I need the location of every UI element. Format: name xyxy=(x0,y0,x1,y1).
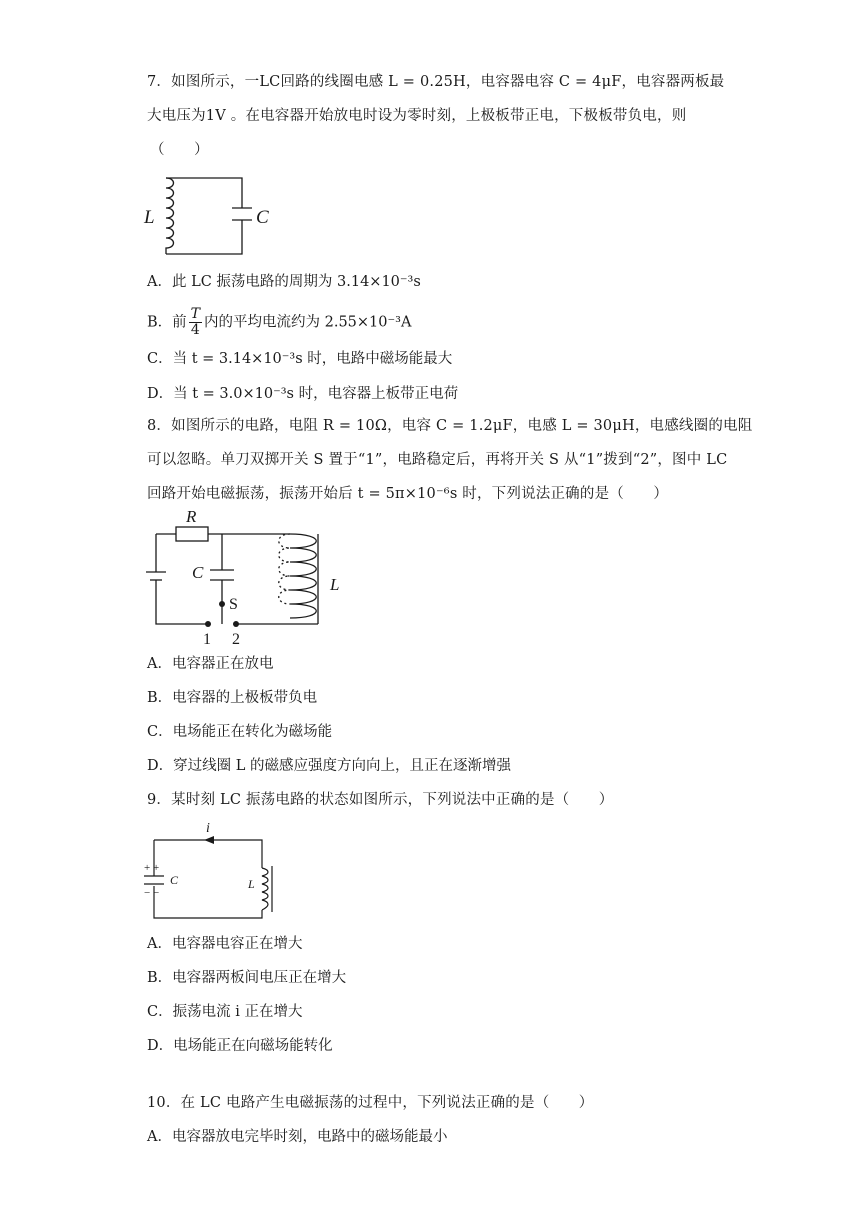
q7-option-b-prefix: B．前 xyxy=(147,314,187,331)
q7-wire xyxy=(166,178,242,254)
q9-inductor-coil xyxy=(262,868,268,910)
q9-option-c: C．振荡电流 i 正在增大 xyxy=(147,1004,303,1020)
q9-stem-line1: 9．某时刻 LC 振荡电路的状态如图所示，下列说法中正确的是（ ） xyxy=(147,792,614,808)
q8-option-c: C．电场能正在转化为磁场能 xyxy=(147,724,333,740)
q8-fig-label-1: 1 xyxy=(203,631,211,648)
q7-option-a: A．此 LC 振荡电路的周期为 3.14×10⁻³s xyxy=(147,274,421,290)
q7-lc-circuit-figure xyxy=(140,172,280,262)
q7-option-d: D．当 t = 3.0×10⁻³s 时，电容器上板带正电荷 xyxy=(147,386,459,402)
q9-option-a: A．电容器电容正在增大 xyxy=(147,936,303,952)
q9-fig-minus-signs: − − xyxy=(144,887,160,899)
q7-inductor-coil xyxy=(166,178,174,254)
q9-option-d: D．电场能正在向磁场能转化 xyxy=(147,1038,333,1054)
q7-fraction-numerator: T xyxy=(190,306,200,322)
q8-stem-line1: 8．如图所示的电路，电阻 R = 10Ω，电容 C = 1.2μF，电感 L = 30μH，电感线圈的电阻 xyxy=(147,418,753,434)
q8-stem-line3: 回路开始电磁振荡，振荡开始后 t = 5π×10⁻⁶s 时，下列说法正确的是（ ） xyxy=(147,486,669,502)
q9-option-b: B．电容器两板间电压正在增大 xyxy=(147,970,347,986)
q8-circuit-figure xyxy=(140,508,360,650)
q7-fig-label-L: L xyxy=(144,207,155,228)
q9-fig-plus-signs: + + xyxy=(144,862,160,874)
q8-inductor-coil xyxy=(290,534,318,624)
q9-fig-label-i: i xyxy=(206,821,210,836)
q7-fraction-denominator: 4 xyxy=(190,322,200,338)
q7-stem-line1: 7．如图所示，一LC回路的线圈电感 L = 0.25H，电容器电容 C = 4μF，电容器两板最 xyxy=(147,74,725,90)
q8-stem-line2: 可以忽略。单刀双掷开关 S 置于“1”，电路稳定后，再将开关 S 从“1”拨到“2”，图中 LC xyxy=(147,452,728,468)
q10-stem-line1: 10．在 LC 电路产生电磁振荡的过程中，下列说法正确的是（ ） xyxy=(147,1095,594,1111)
q8-resistor xyxy=(176,527,208,541)
q8-option-d: D．穿过线圈 L 的磁感应强度方向向上，且正在逐渐增强 xyxy=(147,758,511,774)
q10-option-a: A．电容器放电完毕时刻，电路中的磁场能最小 xyxy=(147,1129,448,1145)
q9-circuit-figure xyxy=(140,818,280,922)
q8-option-a: A．电容器正在放电 xyxy=(147,656,274,672)
q8-option-b: B．电容器的上极板带负电 xyxy=(147,690,318,706)
q7-option-b-suffix: 内的平均电流约为 2.55×10⁻³A xyxy=(204,314,412,331)
q9-fig-label-C: C xyxy=(170,873,179,887)
q7-fig-label-C: C xyxy=(256,207,269,228)
q7-option-b-fraction xyxy=(189,307,202,338)
q7-option-c: C．当 t = 3.14×10⁻³s 时，电路中磁场能最大 xyxy=(147,351,453,367)
q8-fig-label-S: S xyxy=(229,596,238,613)
q9-current-arrow xyxy=(204,836,214,844)
q8-fig-label-2: 2 xyxy=(232,631,240,648)
q8-switch-pivot xyxy=(219,601,225,607)
q8-inductor-dashes xyxy=(279,534,290,604)
q8-terminal-1 xyxy=(205,621,211,627)
q7-answer-paren: （ ） xyxy=(150,142,209,158)
q8-left-wire xyxy=(156,534,290,624)
q8-fig-label-L: L xyxy=(330,575,340,594)
q8-fig-label-R: R xyxy=(186,508,197,526)
q7-option-b xyxy=(147,307,411,338)
q8-fig-label-C: C xyxy=(192,563,204,582)
q9-fig-label-L: L xyxy=(248,877,255,891)
q8-terminal-2 xyxy=(233,621,239,627)
q7-stem-line2: 大电压为1V 。在电容器开始放电时设为零时刻，上极板带正电，下极板带负电，则 xyxy=(147,108,687,124)
